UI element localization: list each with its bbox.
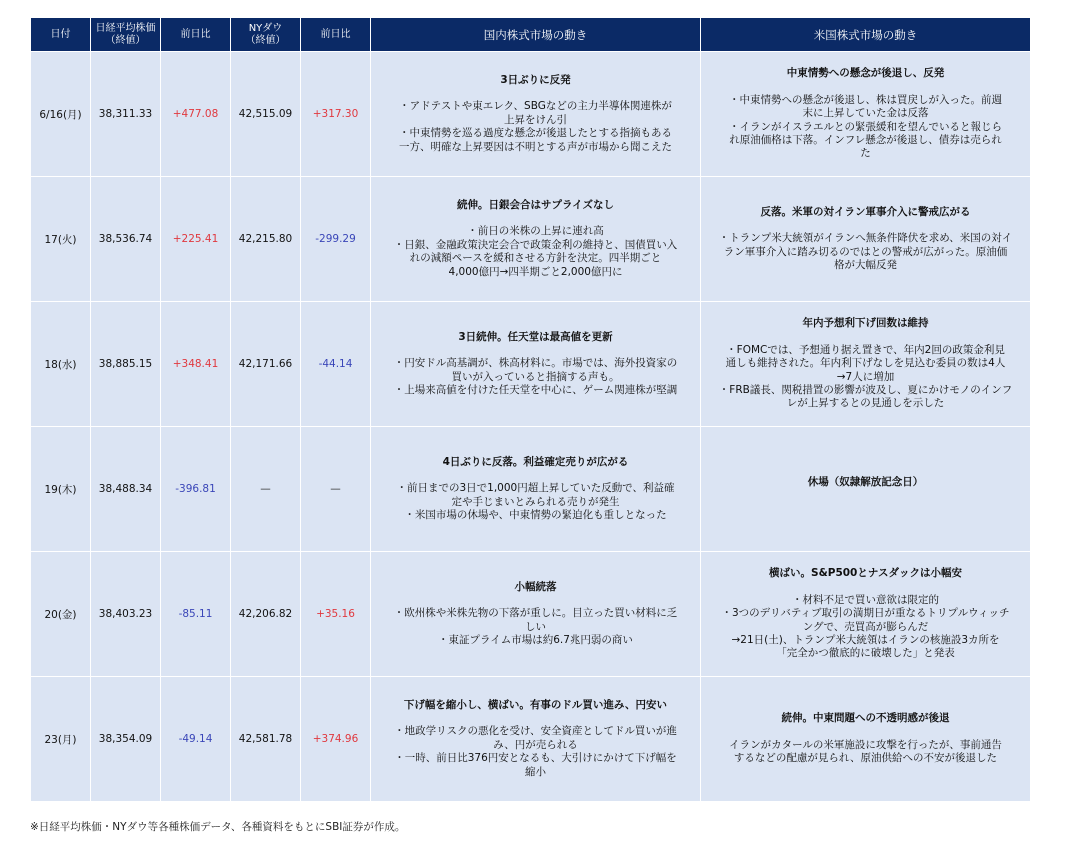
comment-line: 4,000億円→四半期ごと2,000億円に xyxy=(448,265,623,278)
comment-line: ・上場来高値を付けた任天堂を中心に、ゲーム関連株が堅調 xyxy=(393,383,678,396)
comment-line: するなどの配慮が見られ、原油供給への不安が後退した xyxy=(733,752,998,765)
us-comment-title: 反落。米軍の対イラン軍事介入に警戒広がる xyxy=(760,205,971,218)
comment-line: ・FOMCでは、予想通り据え置きで、年内2回の政策金利見 xyxy=(726,343,1005,356)
us-comment-title: 休場（奴隷解放記念日） xyxy=(807,475,924,488)
us-market-comment xyxy=(701,52,1031,177)
comment-line: ・イランがイスラエルとの緊張緩和を望んでいると報じら xyxy=(729,120,1002,133)
nikkei-close: 38,488.34 xyxy=(91,427,161,552)
comment-line: ・3つのデリバティブ取引の満期日が重なるトリプルウィッチ xyxy=(721,607,1010,620)
us-comment-title: 続伸。中東問題への不透明感が後退 xyxy=(781,712,950,725)
dow-change: +374.96 xyxy=(301,677,371,802)
date-cell: 18(水) xyxy=(31,302,91,427)
us-comment-body xyxy=(701,344,1030,411)
comment-line: 定や手じまいとみられる売りが発生 xyxy=(451,495,620,508)
nikkei-close: 38,885.15 xyxy=(91,302,161,427)
jp-comment-title: 4日ぶりに反落。利益確定売りが広がる xyxy=(442,455,629,468)
market-table xyxy=(30,17,1031,802)
us-comment-body xyxy=(701,594,1030,661)
comment-line: 通しも維持された。年内利下げなしを見込む委員の数は4人 xyxy=(725,357,1006,370)
table-row xyxy=(31,302,1031,427)
header-date: 日付 xyxy=(31,18,91,52)
comment-line: ・FRB議長、関税措置の影響が波及し、夏にかけモノのインフ xyxy=(718,383,1013,396)
table-row xyxy=(31,52,1031,177)
us-comment-title: 中東情勢への懸念が後退し、反発 xyxy=(786,67,945,80)
footnote: ※日経平均株価・NYダウ等各種株価データ、各種資料をもとにSBI証券が作成。 xyxy=(30,821,406,833)
header-nikkei-label: 日経平均株価 （終値） xyxy=(95,22,156,46)
comment-line: ・米国市場の休場や、中東情勢の緊迫化も重しとなった xyxy=(404,508,667,521)
comment-line: ・アドテストや東エレク、SBGなどの主力半導体関連株が xyxy=(399,100,672,113)
us-market-comment xyxy=(701,677,1031,802)
comment-line: れ原油価格は下落。インフレ懸念が後退し、債券は売られ xyxy=(729,133,1002,146)
comment-line: しい xyxy=(525,620,546,633)
nikkei-change: -49.14 xyxy=(161,677,231,802)
jp-market-comment xyxy=(371,302,701,427)
comment-line: 一方、明確な上昇要因は不明とする声が市場から聞こえた xyxy=(399,140,672,153)
comment-line: ・円安ドル高基調が、株高材料に。市場では、海外投資家の xyxy=(393,357,678,370)
comment-line: ングで、売買高が膨らんだ xyxy=(802,620,929,633)
header-nikkei xyxy=(91,18,161,52)
date-cell: 23(月) xyxy=(31,677,91,802)
jp-comment-body xyxy=(371,482,700,522)
comment-line: 買いが入っていると指摘する声も。 xyxy=(451,370,620,383)
header-us-market: 米国株式市場の動き xyxy=(701,18,1031,52)
dow-change: -299.29 xyxy=(301,177,371,302)
comment-line: ・前日の米株の上昇に連れ高 xyxy=(467,225,604,238)
us-market-comment xyxy=(701,302,1031,427)
us-comment-body xyxy=(701,739,1030,766)
jp-comment-body xyxy=(371,725,700,779)
dow-close: 42,515.09 xyxy=(231,52,301,177)
comment-line: ・材料不足で買い意欲は限定的 xyxy=(792,593,939,606)
us-comment-body xyxy=(701,94,1030,161)
comment-line: ・一時、前日比376円安となるも、大引けにかけて下げ幅を xyxy=(394,752,677,765)
comment-line: 末に上昇していた金は反落 xyxy=(802,107,929,120)
comment-line: →21日(土)、トランプ米大統領はイランの核施設3カ所を xyxy=(731,633,1000,646)
comment-line: ・トランプ米大統領がイランへ無条件降伏を求め、米国の対イ xyxy=(718,232,1013,245)
dow-close: 42,581.78 xyxy=(231,677,301,802)
comment-line: ・中東情勢への懸念が後退し、株は買戻しが入った。前週 xyxy=(729,93,1002,106)
nikkei-change: -396.81 xyxy=(161,427,231,552)
comment-line: レが上昇するとの見通しを示した xyxy=(786,397,945,410)
header-dow-change: 前日比 xyxy=(301,18,371,52)
date-cell: 20(金) xyxy=(31,552,91,677)
comment-line: 上昇をけん引 xyxy=(504,113,567,126)
nikkei-close: 38,311.33 xyxy=(91,52,161,177)
jp-market-comment xyxy=(371,427,701,552)
comment-line: ・欧州株や米株先物の下落が重しに。目立った買い材料に乏 xyxy=(393,607,678,620)
dow-close: 42,206.82 xyxy=(231,552,301,677)
jp-comment-title: 3日ぶりに反発 xyxy=(500,73,571,86)
table-row xyxy=(31,427,1031,552)
us-market-comment xyxy=(701,177,1031,302)
dow-change: -44.14 xyxy=(301,302,371,427)
nikkei-change: +225.41 xyxy=(161,177,231,302)
jp-market-comment xyxy=(371,677,701,802)
nikkei-change: +477.08 xyxy=(161,52,231,177)
header-dow-label: NYダウ （終値） xyxy=(245,22,286,46)
jp-comment-title: 3日続伸。任天堂は最高値を更新 xyxy=(458,330,613,343)
table-row xyxy=(31,177,1031,302)
comment-line: 「完全かつ徹底的に破壊した」と発表 xyxy=(776,647,955,660)
comment-line: た xyxy=(860,147,871,160)
dow-close: 42,215.80 xyxy=(231,177,301,302)
date-cell: 6/16(月) xyxy=(31,52,91,177)
us-market-comment xyxy=(701,427,1031,552)
nikkei-close: 38,403.23 xyxy=(91,552,161,677)
us-comment-body xyxy=(701,232,1030,272)
header-dow xyxy=(231,18,301,52)
comment-line: み、円が売られる xyxy=(493,738,578,751)
comment-line: イランがカタールの米軍施設に攻撃を行ったが、事前通告 xyxy=(729,738,1002,751)
table-row xyxy=(31,677,1031,802)
comment-line: ・東証プライム市場は約6.7兆円弱の商い xyxy=(438,633,633,646)
nikkei-close: 38,354.09 xyxy=(91,677,161,802)
us-comment-title: 年内予想利下げ回数は維持 xyxy=(802,317,929,330)
comment-line: 縮小 xyxy=(525,765,546,778)
jp-market-comment xyxy=(371,552,701,677)
jp-comment-body xyxy=(371,225,700,279)
table-row xyxy=(31,552,1031,677)
comment-line: ・前日までの3日で1,000円超上昇していた反動で、利益確 xyxy=(396,482,675,495)
jp-comment-title: 小幅続落 xyxy=(514,580,557,593)
jp-comment-body xyxy=(371,100,700,154)
header-row xyxy=(31,18,1031,52)
dow-change: — xyxy=(301,427,371,552)
nikkei-change: -85.11 xyxy=(161,552,231,677)
header-jp-market: 国内株式市場の動き xyxy=(371,18,701,52)
us-market-comment xyxy=(701,552,1031,677)
jp-comment-title: 続伸。日銀会合はサプライズなし xyxy=(456,198,615,211)
jp-market-comment xyxy=(371,52,701,177)
jp-market-comment xyxy=(371,177,701,302)
dow-close: 42,171.66 xyxy=(231,302,301,427)
dow-change: +317.30 xyxy=(301,52,371,177)
comment-line: ・地政学リスクの悪化を受け、安全資産としてドル買いが進 xyxy=(394,725,677,738)
comment-line: れの減額ペースを緩和させる方針を決定。四半期ごと xyxy=(409,252,662,265)
comment-line: →7人に増加 xyxy=(836,370,895,383)
jp-comment-body xyxy=(371,607,700,647)
nikkei-close: 38,536.74 xyxy=(91,177,161,302)
us-comment-title: 横ばい。S&P500とナスダックは小幅安 xyxy=(769,567,962,580)
dow-change: +35.16 xyxy=(301,552,371,677)
comment-line: ラン軍事介入に踏み切るのではとの警戒が広がった。原油価 xyxy=(723,245,1008,258)
date-cell: 19(木) xyxy=(31,427,91,552)
comment-line: 格が大幅反発 xyxy=(834,258,897,271)
date-cell: 17(火) xyxy=(31,177,91,302)
comment-line: ・中東情勢を巡る過度な懸念が後退したとする指摘もある xyxy=(399,127,672,140)
nikkei-change: +348.41 xyxy=(161,302,231,427)
header-nikkei-change: 前日比 xyxy=(161,18,231,52)
comment-line: ・日銀、金融政策決定会合で政策金利の維持と、国債買い入 xyxy=(393,238,678,251)
jp-comment-body xyxy=(371,357,700,397)
jp-comment-title: 下げ幅を縮小し、横ばい。有事のドル買い進み、円安い xyxy=(403,698,668,711)
dow-close: — xyxy=(231,427,301,552)
